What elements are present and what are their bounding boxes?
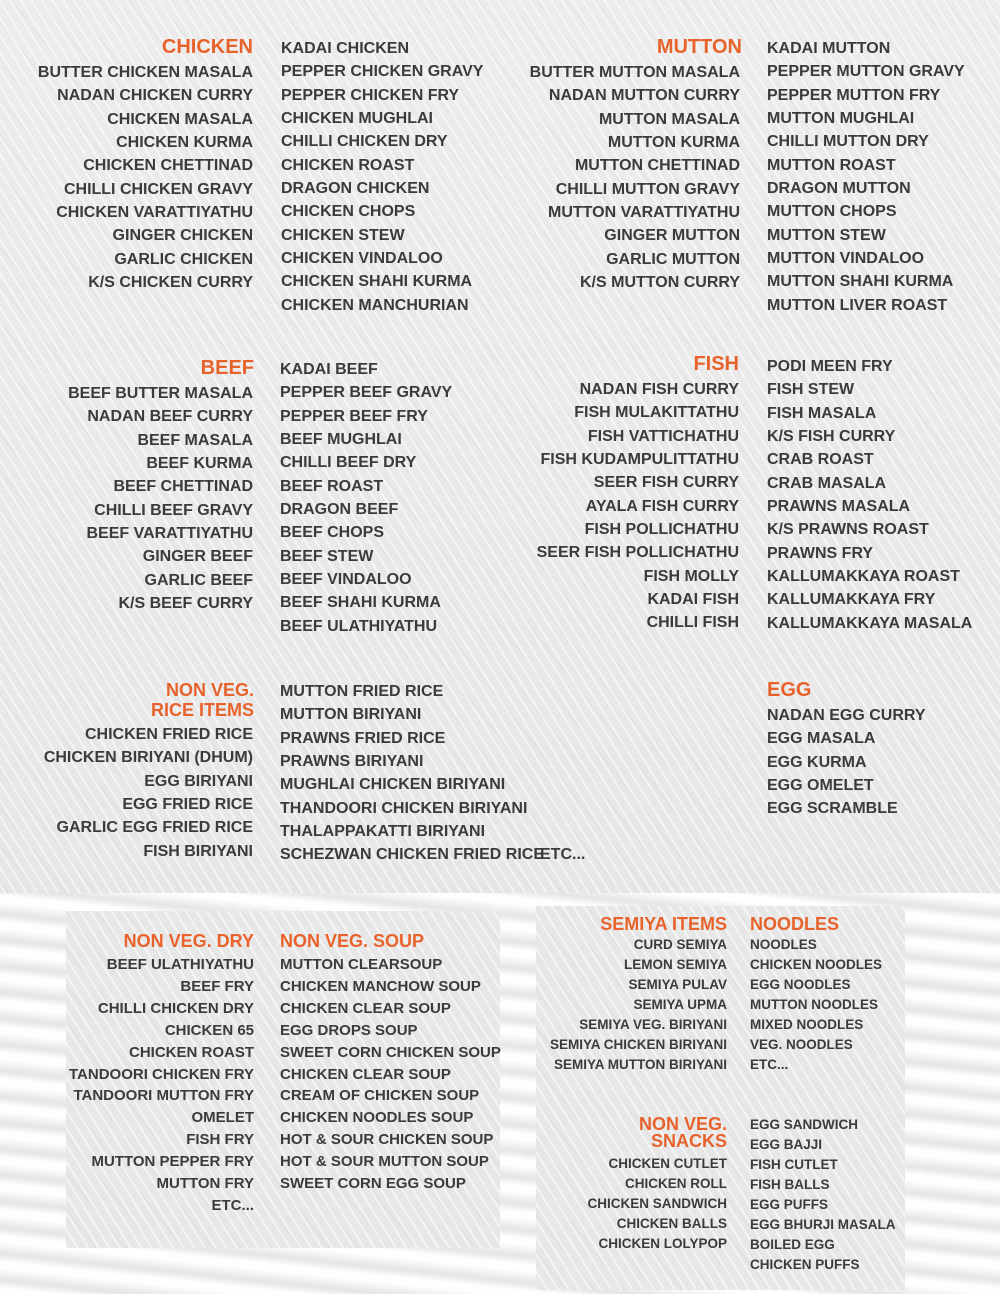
menu-item: FISH CUTLET — [750, 1157, 838, 1173]
menu-item: BUTTER CHICKEN MASALA — [37, 64, 253, 81]
menu-item: THALAPPAKATTI BIRIYANI — [280, 823, 486, 841]
menu-item: FISH MASALA — [767, 404, 877, 422]
menu-item: NOODLES — [750, 937, 817, 952]
menu-item: KALLUMAKKAYA FRY — [767, 591, 936, 609]
menu-item: CHICKEN BIRIYANI (DHUM) — [43, 749, 253, 767]
menu-item: PEPPER BEEF GRAVY — [280, 384, 453, 402]
menu-item: GARLIC EGG FRIED RICE — [56, 819, 253, 837]
menu-item: PRAWNS FRIED RICE — [280, 729, 446, 747]
menu-item: FISH VATTICHATHU — [587, 427, 739, 445]
menu-item: EGG PUFFS — [750, 1197, 829, 1213]
list-beef-left — [68, 382, 253, 615]
menu-item: MUTTON VINDALOO — [767, 250, 925, 268]
menu-item: K/S CHICKEN CURRY — [88, 274, 253, 292]
heading-snacks-line1: NON VEG. — [638, 1114, 727, 1134]
menu-item: PODI MEEN FRY — [767, 358, 893, 375]
menu-item: FISH BIRIYANI — [143, 842, 253, 860]
list-fish-left — [537, 378, 739, 635]
menu-item: BEEF ULATHIYATHU — [106, 956, 254, 973]
menu-item: CHICKEN CUTLET — [608, 1156, 727, 1171]
menu-item: PRAWNS FRY — [767, 544, 874, 562]
menu-item: PEPPER BEEF FRY — [280, 407, 428, 425]
menu-item: CHICKEN 65 — [164, 1021, 254, 1039]
heading-snacks-line2: SNACKS — [650, 1131, 727, 1151]
menu-item: CHILLI MUTTON DRY — [767, 133, 929, 151]
menu-item: SCHEZWAN CHICKEN FRIED RICE — [280, 846, 545, 864]
menu-item: CHICKEN NOODLES SOUP — [280, 1109, 474, 1127]
list-noodles — [750, 935, 882, 1075]
menu-item: CHICKEN CLEAR SOUP — [280, 1065, 451, 1083]
menu-item: CHICKEN SHAHI KURMA — [281, 273, 473, 291]
menu-item: CHICKEN ROAST — [128, 1043, 254, 1061]
menu-item: FISH FRY — [186, 1131, 254, 1149]
heading-egg: EGG — [767, 679, 812, 701]
menu-item: MUTTON ROAST — [767, 156, 896, 174]
menu-item: EGG KURMA — [767, 753, 867, 771]
menu-item: BUTTER MUTTON MASALA — [529, 64, 740, 81]
menu-item: MUTTON BIRIYANI — [280, 706, 422, 724]
heading-mutton: MUTTON — [656, 36, 742, 58]
menu-item: EGG DROPS SOUP — [280, 1021, 418, 1039]
menu-item: VEG. NOODLES — [750, 1037, 853, 1053]
menu-item: CURD SEMIYA — [633, 937, 727, 952]
menu-item: CHILLI CHICKEN DRY — [281, 133, 448, 151]
heading-fish: FISH — [693, 353, 739, 375]
menu-item: BEEF MASALA — [137, 431, 253, 449]
menu-item: BEEF BUTTER MASALA — [68, 385, 253, 402]
menu-item: HOT & SOUR CHICKEN SOUP — [280, 1131, 494, 1149]
menu-item: CHILLI CHICKEN DRY — [97, 999, 254, 1017]
menu-item: MUTTON VARATTIYATHU — [548, 204, 740, 222]
menu-item: CHICKEN BALLS — [616, 1216, 727, 1232]
menu-item: CHICKEN PUFFS — [750, 1257, 860, 1273]
menu-item: BEEF KURMA — [146, 455, 253, 473]
list-mutton-left — [530, 61, 740, 294]
menu-item: MUTTON STEW — [767, 226, 886, 244]
list-snacks-right — [750, 1115, 896, 1275]
menu-item: CHICKEN VINDALOO — [281, 250, 443, 268]
menu-item: KADAI MUTTON — [767, 40, 891, 57]
menu-item: CHICKEN KURMA — [116, 134, 253, 152]
menu-item: SWEET CORN CHICKEN SOUP — [280, 1043, 501, 1061]
menu-item: ETC... — [750, 1057, 789, 1073]
menu-item: TANDOORI CHICKEN FRY — [69, 1065, 254, 1083]
menu-item: EGG NOODLES — [750, 977, 851, 993]
menu-item: CHILLI BEEF DRY — [280, 454, 417, 472]
menu-item: PRAWNS MASALA — [767, 498, 911, 516]
menu-item: K/S FISH CURRY — [767, 428, 896, 446]
menu-item: CHICKEN MASALA — [107, 110, 253, 128]
menu-item: EGG OMELET — [767, 777, 874, 795]
menu-item: CHILLI BEEF GRAVY — [94, 501, 253, 519]
menu-item: GINGER CHICKEN — [112, 227, 253, 245]
menu-item: SWEET CORN EGG SOUP — [280, 1175, 466, 1193]
menu-item: PEPPER MUTTON FRY — [767, 86, 941, 104]
menu-item: CRAB MASALA — [767, 474, 887, 492]
menu-item: OMELET — [191, 1109, 254, 1127]
menu-item: HOT & SOUR MUTTON SOUP — [280, 1153, 489, 1171]
menu-item: BEEF STEW — [280, 547, 374, 565]
menu-item: PEPPER MUTTON GRAVY — [767, 63, 965, 81]
menu-item: DRAGON BEEF — [280, 501, 399, 519]
menu-item: KADAI BEEF — [280, 361, 378, 378]
menu-item: FISH BALLS — [750, 1177, 830, 1193]
menu-item: LEMON SEMIYA — [623, 957, 727, 973]
menu-item: THANDOORI CHICKEN BIRIYANI — [280, 799, 528, 817]
menu-item: KADAI FISH — [647, 591, 739, 609]
menu-item: CRAB ROAST — [767, 451, 874, 469]
menu-item: KADAI CHICKEN — [281, 40, 409, 57]
heading-rice-line1: NON VEG. — [165, 680, 254, 700]
menu-item: NADAN BEEF CURRY — [87, 408, 253, 426]
menu-item: KALLUMAKKAYA MASALA — [767, 614, 973, 632]
menu-item: CHICKEN ROAST — [281, 156, 415, 174]
menu-item: MUTTON MUGHLAI — [767, 110, 915, 128]
menu-item: GINGER MUTTON — [604, 227, 740, 245]
menu-item: PRAWNS BIRIYANI — [280, 753, 424, 771]
menu-item: CHICKEN NOODLES — [750, 957, 883, 973]
menu-item: BEEF VARATTIYATHU — [86, 525, 253, 543]
menu-item: CHICKEN SANDWICH — [587, 1196, 727, 1212]
menu-item: PEPPER CHICKEN FRY — [281, 86, 460, 104]
menu-item: MUTTON FRY — [156, 1175, 254, 1193]
menu-item: NADAN FISH CURRY — [579, 381, 739, 398]
menu-item: PEPPER CHICKEN GRAVY — [281, 63, 484, 81]
menu-item: SEMIYA CHICKEN BIRIYANI — [549, 1037, 727, 1053]
heading-noodles: NOODLES — [750, 914, 840, 934]
menu-item: SEMIYA UPMA — [633, 997, 727, 1013]
heading-dry: NON VEG. DRY — [123, 931, 254, 951]
menu-item: BEEF CHETTINAD — [113, 478, 253, 496]
menu-item: MUTTON SHAHI KURMA — [767, 273, 954, 291]
menu-item: CHICKEN MANCHURIAN — [281, 296, 469, 314]
menu-item: EGG BAJJI — [750, 1137, 823, 1153]
menu-item: SEMIYA VEG. BIRIYANI — [579, 1017, 727, 1033]
menu-item: MUTTON NOODLES — [750, 997, 878, 1013]
menu-item: FISH MOLLY — [643, 567, 739, 585]
menu-item: ETC... — [211, 1196, 254, 1214]
menu-item: BEEF ULATHIYATHU — [280, 617, 438, 635]
menu-item: EGG MASALA — [767, 730, 876, 748]
menu-item: MUTTON MASALA — [598, 110, 740, 128]
heading-chicken: CHICKEN — [161, 36, 253, 58]
menu-item: CHILLI MUTTON GRAVY — [555, 180, 740, 198]
menu-item: MUTTON PEPPER FRY — [91, 1153, 254, 1171]
menu-item: MUTTON LIVER ROAST — [767, 296, 948, 314]
menu-item: DRAGON CHICKEN — [281, 180, 430, 198]
menu-item: SEMIYA PULAV — [628, 977, 727, 993]
heading-semiya: SEMIYA ITEMS — [600, 914, 727, 934]
menu-item: EGG BIRIYANI — [144, 772, 253, 790]
list-chicken-right — [281, 37, 483, 317]
menu-item: BEEF MUGHLAI — [280, 431, 402, 449]
menu-item: EGG BHURJI MASALA — [750, 1217, 896, 1233]
heading-snacks — [639, 1116, 727, 1150]
list-chicken-left — [38, 61, 253, 294]
menu-item: FISH STEW — [767, 381, 855, 399]
menu-item: CHICKEN STEW — [281, 226, 405, 244]
menu-item: EGG SANDWICH — [750, 1117, 858, 1132]
list-soup — [280, 954, 501, 1195]
menu-item: TANDOORI MUTTON FRY — [73, 1087, 254, 1105]
menu-item: BEEF VINDALOO — [280, 571, 412, 589]
menu-item: CHILLI FISH — [646, 614, 739, 632]
menu-item: EGG SCRAMBLE — [767, 800, 898, 818]
menu-item: CHICKEN CLEAR SOUP — [280, 999, 451, 1017]
list-dry — [69, 954, 254, 1217]
menu-item: NADAN EGG CURRY — [767, 707, 926, 724]
menu-item: CHICKEN LOLYPOP — [598, 1236, 727, 1252]
menu-item: MUTTON CLEARSOUP — [280, 956, 443, 973]
menu-item: MUTTON FRIED RICE — [280, 683, 444, 700]
list-snacks-left — [588, 1154, 728, 1254]
heading-soup: NON VEG. SOUP — [280, 931, 425, 951]
heading-rice-line2: RICE ITEMS — [150, 700, 254, 720]
menu-item: MUTTON CHETTINAD — [574, 157, 740, 175]
menu-item: FISH POLLICHATHU — [584, 521, 739, 539]
menu-item: K/S MUTTON CURRY — [580, 274, 740, 292]
heading-rice — [151, 680, 254, 720]
menu-item: MUGHLAI CHICKEN BIRIYANI — [280, 776, 506, 794]
menu-item: EGG FRIED RICE — [122, 796, 253, 814]
menu-item: BEEF SHAHI KURMA — [280, 594, 441, 612]
menu-item: BOILED EGG — [750, 1237, 835, 1253]
menu-item: CHICKEN FRIED RICE — [84, 726, 253, 743]
menu-item: AYALA FISH CURRY — [585, 497, 739, 515]
menu-item: MUTTON CHOPS — [767, 203, 897, 221]
list-semiya — [550, 935, 727, 1075]
menu-item: CHICKEN CHOPS — [281, 203, 416, 221]
menu-item: GINGER BEEF — [142, 548, 253, 566]
menu-item: NADAN CHICKEN CURRY — [57, 87, 253, 105]
list-fish-right — [767, 355, 972, 635]
menu-item: FISH MULAKITTATHU — [574, 404, 739, 422]
menu-item: SEER FISH CURRY — [593, 474, 739, 492]
menu-item: K/S PRAWNS ROAST — [767, 521, 929, 539]
menu-item: GARLIC CHICKEN — [114, 250, 253, 268]
list-rice-right — [280, 680, 544, 867]
menu-item: NADAN MUTTON CURRY — [548, 87, 740, 105]
menu-item: CHICKEN MUGHLAI — [281, 110, 433, 128]
menu-item: CHICKEN CHETTINAD — [83, 157, 253, 175]
menu-item: CHICKEN MANCHOW SOUP — [280, 977, 481, 995]
menu-item: GARLIC MUTTON — [606, 250, 740, 268]
menu-item: MUTTON KURMA — [607, 134, 740, 152]
list-mutton-right — [767, 37, 965, 317]
menu-item: CHICKEN VARATTIYATHU — [56, 204, 253, 222]
menu-item: K/S BEEF CURRY — [118, 595, 253, 613]
menu-item: CHICKEN ROLL — [625, 1176, 727, 1192]
menu-item: CHILLI CHICKEN GRAVY — [63, 180, 253, 198]
menu-item: SEER FISH POLLICHATHU — [536, 544, 739, 562]
menu-item: BEEF ROAST — [280, 477, 384, 495]
menu-item: KALLUMAKKAYA ROAST — [767, 568, 960, 586]
menu-item: GARLIC BEEF — [144, 571, 253, 589]
menu-item: FISH KUDAMPULITTATHU — [540, 451, 739, 469]
menu-item: MIXED NOODLES — [750, 1017, 864, 1033]
list-beef-right — [280, 358, 452, 638]
list-rice-left — [44, 723, 253, 863]
list-egg — [767, 704, 926, 821]
heading-beef: BEEF — [200, 357, 254, 379]
menu-item: DRAGON MUTTON — [767, 180, 911, 198]
menu-item: BEEF FRY — [180, 977, 254, 995]
rice-etc: ETC... — [540, 846, 586, 863]
menu-item: BEEF CHOPS — [280, 524, 385, 542]
menu-item: SEMIYA MUTTON BIRIYANI — [553, 1057, 727, 1073]
menu-item: CREAM OF CHICKEN SOUP — [280, 1087, 480, 1105]
